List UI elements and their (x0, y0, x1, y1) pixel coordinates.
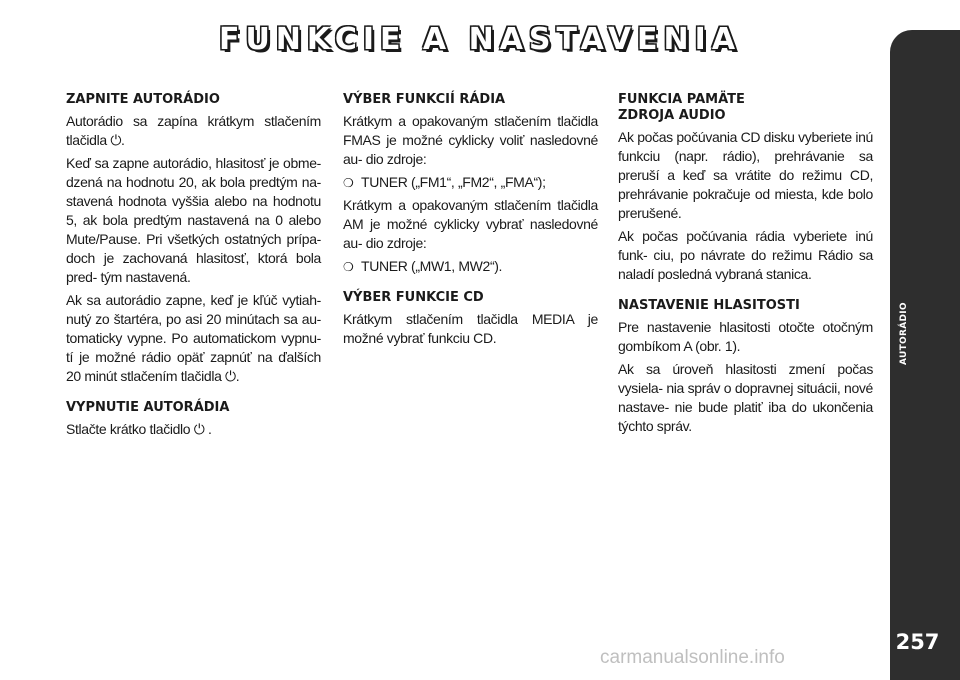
bullet-circle-icon: ❍ (343, 260, 354, 274)
paragraph: Krátkym stlačením tlačidla MEDIA je možné vybrať funkciu CD. (343, 311, 598, 346)
list-item (343, 173, 598, 192)
section-heading-hlasitost: NASTAVENIE HLASITOSTI (618, 298, 800, 313)
paragraph: Krátkym a opakovaným stlačením tlačidla AM je možné cyklicky vybrať nasledovné au- dio zdroje: (343, 197, 598, 251)
page-number: 257 (895, 630, 940, 654)
section-heading-zapnite: ZAPNITE AUTORÁDIO (66, 92, 220, 107)
list-item-text: TUNER („MW1, MW2“). (361, 258, 503, 274)
heading-line: FUNKCIA PAMÄTE (618, 92, 745, 107)
list-item-text: TUNER („FM1“, „FM2“, „FMA“); (361, 174, 546, 190)
watermark: carmanualsonline.info (600, 647, 785, 668)
section-heading-vypnutie: VYPNUTIE AUTORÁDIA (66, 400, 230, 415)
paragraph: Ak sa autorádio zapne, keď je kľúč vytiah- nutý zo štartéra, po asi 20 minútach sa au- tomaticky vypne. Po automatickom vypnu- tí je možné rádio opäť zapnúť na ďalších 20 minút stlačením tlačidla ⏻. (66, 292, 321, 384)
paragraph: Krátkym a opakovaným stlačením tlačidla FMAS je možné cyklicky voliť nasledovné au- dio zdroje: (343, 113, 598, 167)
bullet-circle-icon: ❍ (343, 176, 354, 190)
column-3 (618, 92, 873, 440)
column-2 (343, 92, 598, 352)
paragraph: Ak sa úroveň hlasitosti zmení počas vysiela- nia správ o dopravnej situácii, nové nastave- nie bude platiť iba do ukončenia týchto správ. (618, 361, 873, 434)
paragraph: Ak počas počúvania CD disku vyberiete inú funkciu (napr. rádio), prehrávanie sa preruší a keď sa vrátite do režimu CD, prehrávanie pokračuje od miesta, kde bolo prerušené. (618, 129, 873, 221)
page-title: FUNKCIE A NASTAVENIA (218, 22, 742, 57)
section-heading-vyber-cd: VÝBER FUNKCIE CD (343, 290, 484, 305)
paragraph: Stlačte krátko tlačidlo ⏻ . (66, 421, 212, 437)
column-1 (66, 92, 321, 443)
section-heading-funkcia-pamate (618, 92, 873, 124)
list-item (343, 257, 598, 276)
paragraph: Autorádio sa zapína krátkym stlačením tlačidla ⏻. (66, 113, 321, 148)
paragraph: Ak počas počúvania rádia vyberiete inú funk- ciu, po návrate do režimu Rádio sa naladí posledná vybraná stanica. (618, 228, 873, 282)
chapter-label (899, 355, 909, 365)
paragraph: Pre nastavenie hlasitosti otočte otočným gombíkom A (obr. 1). (618, 319, 873, 354)
paragraph: Keď sa zapne autorádio, hlasitosť je obme- dzená na hodnotu 20, ak bola predtým na- stavená hodnota vyššia alebo na hodnotu 5, ak bola predtým nastavená na 0 alebo Mute/Pause. Pri všetkých ostatných prípa- doch je zachovaná hlasitosť, ktorá bola pred- tým nastavená. (66, 155, 321, 285)
section-heading-vyber-funkcii: VÝBER FUNKCIÍ RÁDIA (343, 92, 506, 107)
heading-line: ZDROJA AUDIO (618, 108, 726, 123)
